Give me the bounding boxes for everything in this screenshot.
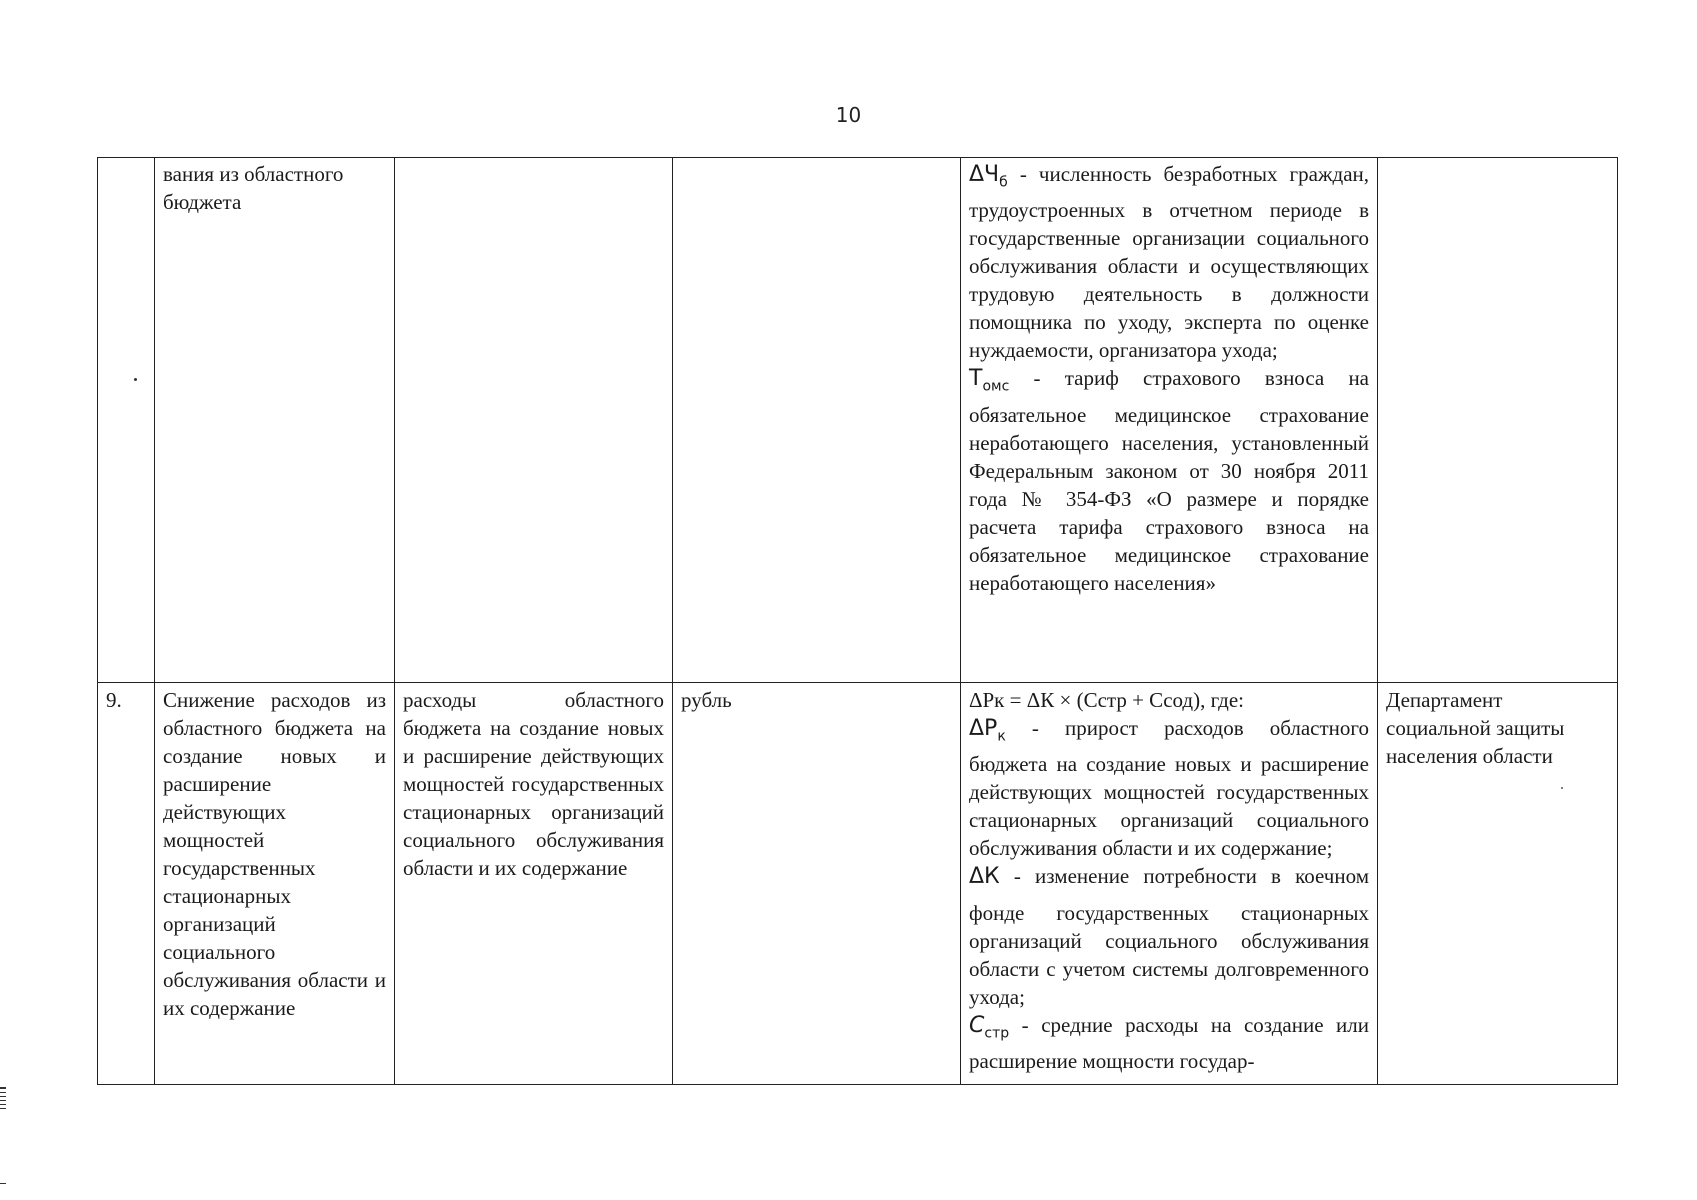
row-number-cell: [98, 158, 155, 683]
unit-cell: [673, 158, 961, 683]
unit-cell: рубль: [673, 683, 961, 1085]
formula: ΔРк = ΔК × (Cстр + Cсод), где:: [969, 688, 1244, 712]
responsible-cell: [1378, 158, 1618, 683]
definition-text: тариф страхового взноса на обязательное медицинское страхование неработающего населения, установленный Федеральным законом от 30 ноября 2011 года № 354-ФЗ «О размере и порядке расчета тарифа страхового взноса на обязательное медицинское страхование неработающего населения»: [969, 366, 1369, 595]
definition-text: численность безработных граждан, трудоустроенных в отчетном периоде в государственные организации социального обслуживания области и осуществляющих трудовую деятельность в должности помощника по уходу, эксперта по оценке нуждаемости, организатора ухода;: [969, 162, 1369, 363]
definition-text: средние расходы на создание или расширение мощности государ-: [969, 1012, 1370, 1074]
definition-text: изменение потребности в коечном фонде государственных стационарных организаций социального обслуживания области с учетом системы долговременного ухода;: [969, 864, 1369, 1009]
definition-item: $Т_{омс}$ - тариф страхового взноса на обязательное медицинское страхование неработающего населения, установленный Федеральным законом от 30 ноября 2011 года № 354-ФЗ «О размере и порядке расчета тарифа страхового взноса на обязательное медицинское страхование неработающего населения»: [969, 366, 1369, 595]
table-row: [98, 158, 1618, 683]
indicator-cell: [395, 158, 673, 683]
row-number-cell: 9.: [98, 683, 155, 1085]
definition-item: $C_{стр}$ - средние расходы на создание или расширение мощности государ-: [969, 1012, 1370, 1074]
definition-item: $\Delta Ч_б$ - численность безработных граждан, трудоустроенных в отчетном периоде в государственные организации социального обслуживания области и осуществляющих трудовую деятельность в должности помощника по уходу, эксперта по оценке нуждаемости, организатора ухода;: [969, 162, 1369, 363]
indicator-cell: расходы областного бюджета на создание новых и расширение действующих мощностей государственных стационарных организаций социального обслуживания области и их содержание: [395, 683, 673, 1085]
definition-text: прирост расходов областного бюджета на создание новых и расширение действующих мощностей государственных стационарных организаций социального обслуживания области и их содержание;: [969, 716, 1370, 861]
variable-symbol: ΔК: [969, 864, 1000, 890]
page-number: 10: [835, 103, 862, 127]
variable-symbol: $Т_{омс}$: [969, 366, 1010, 395]
method-cell: [961, 683, 1378, 1085]
variable-symbol: $C_{стр}$: [969, 1012, 1010, 1042]
indicators-table: [97, 157, 1618, 1085]
variable-symbol: $\Delta Ч_б$: [969, 162, 1008, 191]
method-cell: [961, 158, 1378, 683]
responsible-cell: Департамент социальной защиты населения области: [1378, 683, 1618, 1085]
definition-item: $\Delta Р_к$ - прирост расходов областного бюджета на создание новых и расширение действующих мощностей государственных стационарных организаций социального обслуживания области и их содержание;: [969, 716, 1370, 861]
goal-name-cell: Снижение расходов из областного бюджета на создание новых и расширение действующих мощностей государственных стационарных организаций социального обслуживания области и их содержание: [155, 683, 395, 1085]
table-row: [98, 683, 1618, 1085]
scan-dot: [134, 378, 137, 381]
goal-name-cell: вания из областного бюджета: [155, 158, 395, 683]
binding-mark: [0, 1183, 6, 1184]
definition-item: ΔК - изменение потребности в коечном фонде государственных стационарных организаций социального обслуживания области с учетом системы долговременного ухода;: [969, 864, 1369, 1009]
variable-symbol: $\Delta Р_к$: [969, 716, 1006, 745]
binding-mark: [0, 1087, 6, 1109]
scan-dot: [1561, 787, 1563, 789]
